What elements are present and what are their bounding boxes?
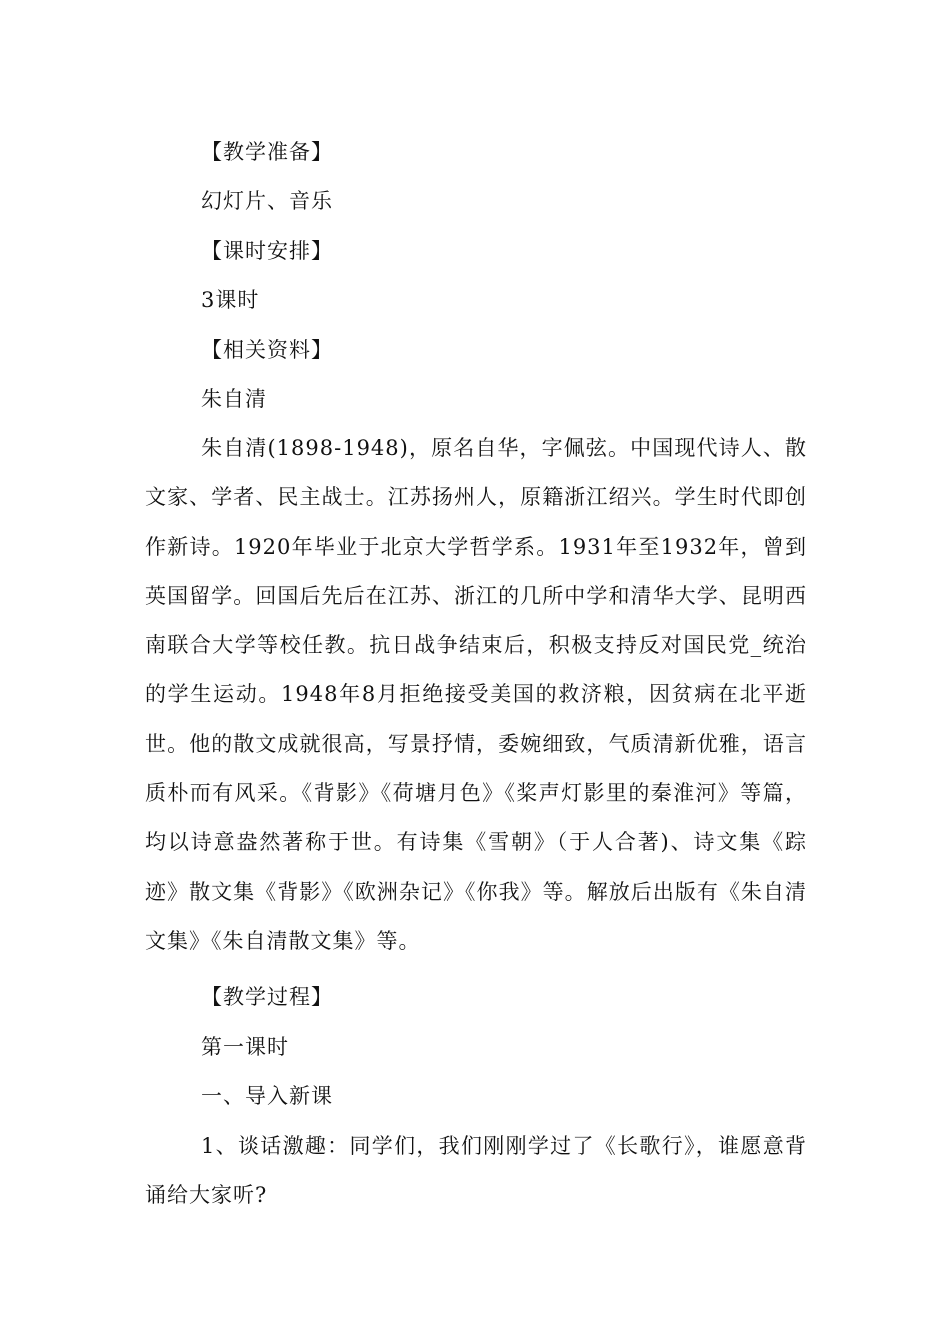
heading-related-materials: 【相关资料】 <box>201 338 333 362</box>
schedule-text: 3课时 <box>201 288 260 312</box>
heading-class-schedule: 【课时安排】 <box>201 239 333 263</box>
author-bio-paragraph <box>145 424 807 966</box>
step-one-paragraph <box>145 1122 807 1221</box>
author-bio-text: 朱自清(1898-1948)，原名自华，字佩弦。中国现代诗人、散文家、学者、民主战士。江苏扬州人，原籍浙江绍兴。学生时代即创作新诗。1920年毕业于北京大学哲学系。1931年至1932年，曾到英国留学。回国后先后在江苏、浙江的几所中学和清华大学、昆明西南联合大学等校任教。抗日战争结束后，积极支持反对国民党_统治的学生运动。1948年8月拒绝接受美国的救济粮，因贫病在北平逝世。他的散文成就很高，写景抒情，委婉细致，气质清新优雅，语言质朴而有风采。《背影》《荷塘月色》《桨声灯影里的秦淮河》等篇，均以诗意盎然著称于世。有诗集《雪朝》（于人合著)、诗文集《踪迹》散文集《背影》《欧洲杂记》《你我》等。解放后出版有《朱自清文集》《朱自清散文集》等。 <box>145 436 807 953</box>
heading-teaching-process: 【教学过程】 <box>201 985 333 1009</box>
preparation-text: 幻灯片、音乐 <box>201 189 333 213</box>
lesson-one-title: 第一课时 <box>201 1035 289 1059</box>
section-one-title: 一、导入新课 <box>201 1084 333 1108</box>
heading-teaching-preparation: 【教学准备】 <box>201 140 333 164</box>
step-one-text: 1、谈话激趣：同学们，我们刚刚学过了《长歌行》，谁愿意背诵给大家听? <box>145 1134 807 1208</box>
author-name: 朱自清 <box>201 387 267 411</box>
